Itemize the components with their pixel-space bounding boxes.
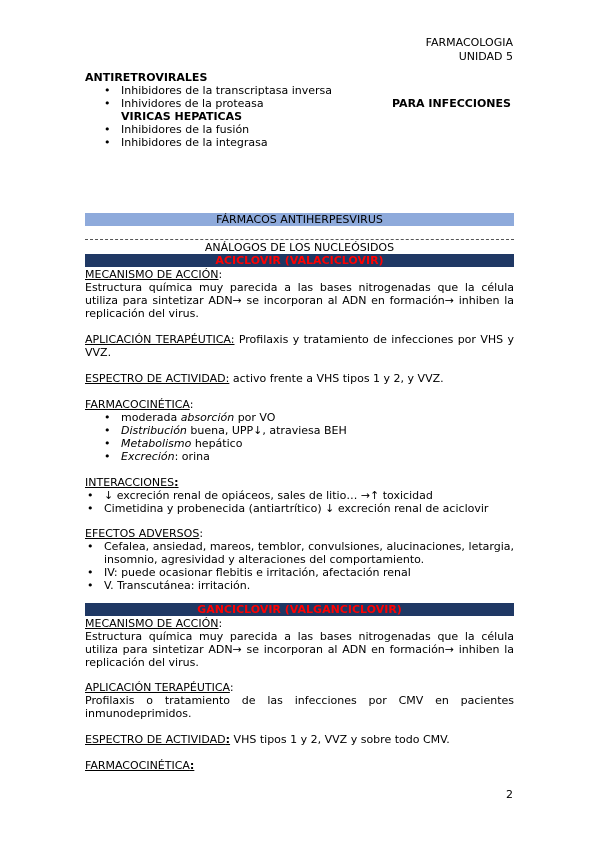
bullet-dot: • [104,437,111,450]
mechanism-heading: MECANISMO DE ACCIÓN: [85,268,223,281]
bullet-dot: • [87,566,94,579]
section-band: FÁRMACOS ANTIHERPESVIRUS [85,213,514,226]
bullet-dot: • [104,84,111,97]
drug-band-aciclovir: ACICLOVIR (VALACICLOVIR) [85,254,514,267]
bullet-dot: • [104,123,111,136]
interaction-item: ↓ excreción renal de opiáceos, sales de litio… →↑ toxicidad [104,489,433,502]
antiretroviral-item: Inhibidores de la integrasa [121,136,268,149]
pharmacokinetics-heading: FARMACOCINÉTICA: [85,759,195,772]
page-number: 2 [506,788,513,801]
bullet-dot: • [104,136,111,149]
bullet-dot: • [104,424,111,437]
mechanism-text: Estructura química muy parecida a las bases nitrogenadas que la célula utiliza para sintetizar ADN→ se incorporan al ADN en formación→ inhiben la replicación del virus. [85,630,514,669]
mechanism-heading: MECANISMO DE ACCIÓN: [85,617,223,630]
bullet-dot: • [87,489,94,502]
pk-item: Excreción: orina [121,450,210,463]
application-paragraph: APLICACIÓN TERAPÉUTICA: Profilaxis y tratamiento de infecciones por VHS y VVZ. [85,333,514,359]
viricas-hepaticas-label: VIRICAS HEPATICAS [121,110,243,123]
para-infecciones-label: PARA INFECCIONES [392,97,511,110]
bullet-dot: • [104,97,111,110]
pk-item: moderada absorción por VO [121,411,276,424]
bullet-dot: • [104,450,111,463]
header-subject: FARMACOLOGIA [425,36,513,49]
pk-item: Distribución buena, UPP↓, atraviesa BEH [121,424,347,437]
interactions-heading: INTERACCIONES: [85,476,179,489]
bullet-dot: • [104,411,111,424]
pk-item: Metabolismo hepático [121,437,243,450]
pharmacokinetics-heading: FARMACOCINÉTICA: [85,398,194,411]
bullet-dot: • [87,540,94,553]
interaction-item: Cimetidina y probenecida (antiartrítico) ↓ excreción renal de aciclovir [104,502,489,515]
header-unit: UNIDAD 5 [458,50,513,63]
antiretroviral-item: Inhividores de la proteasa [121,97,264,110]
mechanism-text: Estructura química muy parecida a las bases nitrogenadas que la célula utiliza para sintetizar ADN→ se incorporan al ADN en formación→ inhiben la replicación del virus. [85,281,514,320]
dashed-divider [85,239,514,240]
adverse-effects-heading: EFECTOS ADVERSOS: [85,527,204,540]
bullet-dot: • [87,579,94,592]
subsection-title: ANÁLOGOS DE LOS NUCLEÓSIDOS [204,241,395,254]
antiretrovirales-title: ANTIRETROVIRALES [85,71,208,84]
bullet-dot: • [87,502,94,515]
spectrum-heading: ESPECTRO DE ACTIVIDAD [85,733,226,746]
adverse-item: V. Transcutánea: irritación. [104,579,251,592]
adverse-item: Cefalea, ansiedad, mareos, temblor, convulsiones, alucinaciones, letargia, insomnio, agresividad y alteraciones del comportamiento. [104,540,514,566]
application-heading: APLICACIÓN TERAPÉUTICA: [85,333,235,346]
spectrum-paragraph: ESPECTRO DE ACTIVIDAD: VHS tipos 1 y 2, VVZ y sobre todo CMV. [85,733,450,746]
adverse-item: IV: puede ocasionar flebitis e irritación, afectación renal [104,566,411,579]
antiretroviral-item: Inhibidores de la transcriptasa inversa [121,84,333,97]
spectrum-heading: ESPECTRO DE ACTIVIDAD: [85,372,230,385]
application-text: Profilaxis o tratamiento de las infecciones por CMV en pacientes inmunodeprimidos. [85,694,514,720]
drug-band-ganciclovir: GANCICLOVIR (VALGANCICLOVIR) [85,603,514,616]
antiretroviral-item: Inhibidores de la fusión [121,123,250,136]
spectrum-paragraph: ESPECTRO DE ACTIVIDAD: activo frente a VHS tipos 1 y 2, y VVZ. [85,372,444,385]
application-heading: APLICACIÓN TERAPÉUTICA: [85,681,234,694]
